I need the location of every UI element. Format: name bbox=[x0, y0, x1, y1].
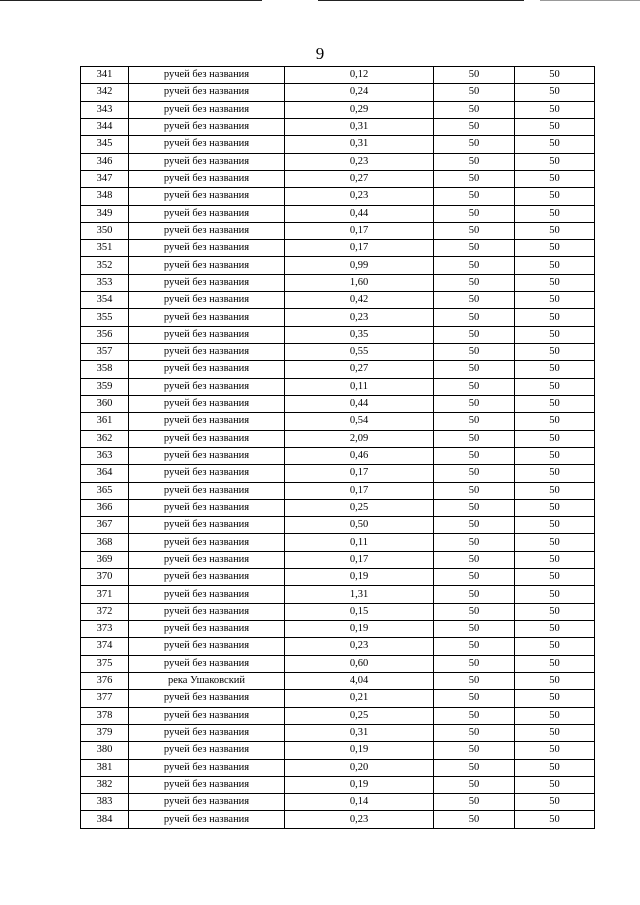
table-row bbox=[81, 742, 595, 759]
row-number-cell: 372 bbox=[81, 603, 129, 620]
length-cell: 0,17 bbox=[285, 465, 434, 482]
row-number-cell: 348 bbox=[81, 188, 129, 205]
water-body-name-cell: ручей без названия bbox=[129, 153, 285, 170]
zone-width-cell: 50 bbox=[434, 205, 515, 222]
length-cell: 0,46 bbox=[285, 447, 434, 464]
row-number-cell: 383 bbox=[81, 794, 129, 811]
water-body-name-cell: ручей без названия bbox=[129, 569, 285, 586]
zone-width-cell: 50 bbox=[515, 482, 595, 499]
row-number-cell: 377 bbox=[81, 690, 129, 707]
zone-width-cell: 50 bbox=[515, 569, 595, 586]
water-body-name-cell: ручей без названия bbox=[129, 517, 285, 534]
table-row bbox=[81, 188, 595, 205]
zone-width-cell: 50 bbox=[434, 707, 515, 724]
length-cell: 0,21 bbox=[285, 690, 434, 707]
zone-width-cell: 50 bbox=[434, 690, 515, 707]
zone-width-cell: 50 bbox=[434, 292, 515, 309]
water-body-name-cell: ручей без названия bbox=[129, 309, 285, 326]
row-number-cell: 378 bbox=[81, 707, 129, 724]
zone-width-cell: 50 bbox=[515, 586, 595, 603]
table-row bbox=[81, 395, 595, 412]
row-number-cell: 361 bbox=[81, 413, 129, 430]
scan-edge-line bbox=[0, 0, 262, 1]
water-body-name-cell: ручей без названия bbox=[129, 499, 285, 516]
zone-width-cell: 50 bbox=[515, 690, 595, 707]
table-row bbox=[81, 101, 595, 118]
zone-width-cell: 50 bbox=[434, 465, 515, 482]
zone-width-cell: 50 bbox=[515, 811, 595, 828]
length-cell: 0,19 bbox=[285, 776, 434, 793]
table-row bbox=[81, 672, 595, 689]
row-number-cell: 349 bbox=[81, 205, 129, 222]
zone-width-cell: 50 bbox=[434, 811, 515, 828]
zone-width-cell: 50 bbox=[515, 222, 595, 239]
length-cell: 0,19 bbox=[285, 621, 434, 638]
zone-width-cell: 50 bbox=[434, 759, 515, 776]
zone-width-cell: 50 bbox=[434, 586, 515, 603]
zone-width-cell: 50 bbox=[434, 153, 515, 170]
zone-width-cell: 50 bbox=[515, 205, 595, 222]
table-row bbox=[81, 240, 595, 257]
zone-width-cell: 50 bbox=[515, 274, 595, 291]
zone-width-cell: 50 bbox=[515, 240, 595, 257]
zone-width-cell: 50 bbox=[434, 534, 515, 551]
table-row bbox=[81, 309, 595, 326]
streams-table bbox=[80, 66, 595, 829]
row-number-cell: 376 bbox=[81, 672, 129, 689]
zone-width-cell: 50 bbox=[434, 569, 515, 586]
length-cell: 0,23 bbox=[285, 309, 434, 326]
zone-width-cell: 50 bbox=[515, 413, 595, 430]
table-row bbox=[81, 430, 595, 447]
table-row bbox=[81, 344, 595, 361]
length-cell: 0,29 bbox=[285, 101, 434, 118]
length-cell: 0,44 bbox=[285, 205, 434, 222]
length-cell: 0,25 bbox=[285, 707, 434, 724]
table-row bbox=[81, 378, 595, 395]
table-row bbox=[81, 136, 595, 153]
table-row bbox=[81, 724, 595, 741]
zone-width-cell: 50 bbox=[434, 326, 515, 343]
row-number-cell: 364 bbox=[81, 465, 129, 482]
length-cell: 0,23 bbox=[285, 153, 434, 170]
row-number-cell: 380 bbox=[81, 742, 129, 759]
zone-width-cell: 50 bbox=[515, 759, 595, 776]
water-body-name-cell: ручей без названия bbox=[129, 759, 285, 776]
water-body-name-cell: ручей без названия bbox=[129, 621, 285, 638]
water-body-name-cell: ручей без названия bbox=[129, 274, 285, 291]
zone-width-cell: 50 bbox=[515, 344, 595, 361]
water-body-name-cell: ручей без названия bbox=[129, 257, 285, 274]
water-body-name-cell: ручей без названия bbox=[129, 136, 285, 153]
length-cell: 0,14 bbox=[285, 794, 434, 811]
table-row bbox=[81, 621, 595, 638]
zone-width-cell: 50 bbox=[434, 517, 515, 534]
row-number-cell: 344 bbox=[81, 118, 129, 135]
zone-width-cell: 50 bbox=[434, 170, 515, 187]
zone-width-cell: 50 bbox=[434, 395, 515, 412]
zone-width-cell: 50 bbox=[515, 672, 595, 689]
zone-width-cell: 50 bbox=[434, 638, 515, 655]
zone-width-cell: 50 bbox=[515, 136, 595, 153]
water-body-name-cell: ручей без названия bbox=[129, 638, 285, 655]
table-row bbox=[81, 170, 595, 187]
length-cell: 0,42 bbox=[285, 292, 434, 309]
table-row bbox=[81, 292, 595, 309]
zone-width-cell: 50 bbox=[515, 153, 595, 170]
row-number-cell: 367 bbox=[81, 517, 129, 534]
row-number-cell: 363 bbox=[81, 447, 129, 464]
length-cell: 0,17 bbox=[285, 222, 434, 239]
zone-width-cell: 50 bbox=[434, 222, 515, 239]
table-row bbox=[81, 638, 595, 655]
length-cell: 0,17 bbox=[285, 240, 434, 257]
water-body-name-cell: ручей без названия bbox=[129, 222, 285, 239]
zone-width-cell: 50 bbox=[515, 724, 595, 741]
water-body-name-cell: ручей без названия bbox=[129, 170, 285, 187]
zone-width-cell: 50 bbox=[515, 707, 595, 724]
row-number-cell: 355 bbox=[81, 309, 129, 326]
row-number-cell: 351 bbox=[81, 240, 129, 257]
streams-table-body bbox=[81, 67, 595, 829]
zone-width-cell: 50 bbox=[434, 724, 515, 741]
table-row bbox=[81, 84, 595, 101]
water-body-name-cell: ручей без названия bbox=[129, 690, 285, 707]
zone-width-cell: 50 bbox=[515, 603, 595, 620]
row-number-cell: 369 bbox=[81, 551, 129, 568]
table-row bbox=[81, 569, 595, 586]
water-body-name-cell: ручей без названия bbox=[129, 326, 285, 343]
table-row bbox=[81, 707, 595, 724]
zone-width-cell: 50 bbox=[515, 776, 595, 793]
length-cell: 1,60 bbox=[285, 274, 434, 291]
zone-width-cell: 50 bbox=[515, 361, 595, 378]
table-row bbox=[81, 153, 595, 170]
zone-width-cell: 50 bbox=[434, 603, 515, 620]
zone-width-cell: 50 bbox=[434, 344, 515, 361]
zone-width-cell: 50 bbox=[515, 551, 595, 568]
length-cell: 0,25 bbox=[285, 499, 434, 516]
length-cell: 0,15 bbox=[285, 603, 434, 620]
zone-width-cell: 50 bbox=[515, 257, 595, 274]
zone-width-cell: 50 bbox=[515, 517, 595, 534]
length-cell: 0,19 bbox=[285, 569, 434, 586]
length-cell: 0,35 bbox=[285, 326, 434, 343]
zone-width-cell: 50 bbox=[515, 447, 595, 464]
length-cell: 0,11 bbox=[285, 534, 434, 551]
zone-width-cell: 50 bbox=[434, 672, 515, 689]
row-number-cell: 343 bbox=[81, 101, 129, 118]
zone-width-cell: 50 bbox=[434, 621, 515, 638]
zone-width-cell: 50 bbox=[434, 188, 515, 205]
length-cell: 0,31 bbox=[285, 136, 434, 153]
page-number: 9 bbox=[315, 44, 325, 63]
length-cell: 0,19 bbox=[285, 742, 434, 759]
water-body-name-cell: ручей без названия bbox=[129, 724, 285, 741]
zone-width-cell: 50 bbox=[515, 655, 595, 672]
table-row bbox=[81, 482, 595, 499]
zone-width-cell: 50 bbox=[434, 430, 515, 447]
length-cell: 1,31 bbox=[285, 586, 434, 603]
zone-width-cell: 50 bbox=[434, 361, 515, 378]
table-row bbox=[81, 257, 595, 274]
row-number-cell: 359 bbox=[81, 378, 129, 395]
length-cell: 0,50 bbox=[285, 517, 434, 534]
row-number-cell: 347 bbox=[81, 170, 129, 187]
water-body-name-cell: ручей без названия bbox=[129, 430, 285, 447]
zone-width-cell: 50 bbox=[515, 638, 595, 655]
water-body-name-cell: ручей без названия bbox=[129, 534, 285, 551]
table-row bbox=[81, 551, 595, 568]
row-number-cell: 382 bbox=[81, 776, 129, 793]
water-body-name-cell: ручей без названия bbox=[129, 776, 285, 793]
length-cell: 0,11 bbox=[285, 378, 434, 395]
water-body-name-cell: ручей без названия bbox=[129, 603, 285, 620]
zone-width-cell: 50 bbox=[515, 101, 595, 118]
zone-width-cell: 50 bbox=[434, 794, 515, 811]
zone-width-cell: 50 bbox=[434, 499, 515, 516]
row-number-cell: 373 bbox=[81, 621, 129, 638]
length-cell: 0,24 bbox=[285, 84, 434, 101]
zone-width-cell: 50 bbox=[515, 326, 595, 343]
row-number-cell: 345 bbox=[81, 136, 129, 153]
water-body-name-cell: ручей без названия bbox=[129, 551, 285, 568]
row-number-cell: 354 bbox=[81, 292, 129, 309]
zone-width-cell: 50 bbox=[515, 794, 595, 811]
table-row bbox=[81, 690, 595, 707]
zone-width-cell: 50 bbox=[515, 118, 595, 135]
zone-width-cell: 50 bbox=[515, 67, 595, 84]
table-row bbox=[81, 499, 595, 516]
length-cell: 0,23 bbox=[285, 638, 434, 655]
table-row bbox=[81, 759, 595, 776]
row-number-cell: 370 bbox=[81, 569, 129, 586]
water-body-name-cell: ручей без названия bbox=[129, 465, 285, 482]
water-body-name-cell: ручей без названия bbox=[129, 205, 285, 222]
zone-width-cell: 50 bbox=[515, 188, 595, 205]
water-body-name-cell: ручей без названия bbox=[129, 742, 285, 759]
length-cell: 0,23 bbox=[285, 188, 434, 205]
zone-width-cell: 50 bbox=[434, 84, 515, 101]
row-number-cell: 341 bbox=[81, 67, 129, 84]
table-row bbox=[81, 603, 595, 620]
row-number-cell: 379 bbox=[81, 724, 129, 741]
zone-width-cell: 50 bbox=[434, 742, 515, 759]
table-row bbox=[81, 361, 595, 378]
table-row bbox=[81, 776, 595, 793]
table-row bbox=[81, 205, 595, 222]
zone-width-cell: 50 bbox=[434, 309, 515, 326]
water-body-name-cell: ручей без названия bbox=[129, 707, 285, 724]
water-body-name-cell: ручей без названия bbox=[129, 240, 285, 257]
zone-width-cell: 50 bbox=[515, 170, 595, 187]
row-number-cell: 352 bbox=[81, 257, 129, 274]
row-number-cell: 384 bbox=[81, 811, 129, 828]
length-cell: 0,20 bbox=[285, 759, 434, 776]
table-row bbox=[81, 274, 595, 291]
table-row bbox=[81, 586, 595, 603]
water-body-name-cell: ручей без названия bbox=[129, 655, 285, 672]
scan-edge-line bbox=[540, 0, 640, 1]
row-number-cell: 366 bbox=[81, 499, 129, 516]
zone-width-cell: 50 bbox=[434, 67, 515, 84]
zone-width-cell: 50 bbox=[515, 430, 595, 447]
row-number-cell: 375 bbox=[81, 655, 129, 672]
length-cell: 0,23 bbox=[285, 811, 434, 828]
water-body-name-cell: ручей без названия bbox=[129, 378, 285, 395]
row-number-cell: 368 bbox=[81, 534, 129, 551]
table-row bbox=[81, 794, 595, 811]
row-number-cell: 350 bbox=[81, 222, 129, 239]
row-number-cell: 360 bbox=[81, 395, 129, 412]
zone-width-cell: 50 bbox=[434, 413, 515, 430]
zone-width-cell: 50 bbox=[515, 465, 595, 482]
water-body-name-cell: ручей без названия bbox=[129, 811, 285, 828]
water-body-name-cell: ручей без названия bbox=[129, 188, 285, 205]
zone-width-cell: 50 bbox=[434, 240, 515, 257]
water-body-name-cell: река Ушаковский bbox=[129, 672, 285, 689]
table-row bbox=[81, 222, 595, 239]
water-body-name-cell: ручей без названия bbox=[129, 344, 285, 361]
table-row bbox=[81, 655, 595, 672]
row-number-cell: 374 bbox=[81, 638, 129, 655]
zone-width-cell: 50 bbox=[515, 621, 595, 638]
row-number-cell: 353 bbox=[81, 274, 129, 291]
table-row bbox=[81, 534, 595, 551]
zone-width-cell: 50 bbox=[515, 499, 595, 516]
water-body-name-cell: ручей без названия bbox=[129, 482, 285, 499]
zone-width-cell: 50 bbox=[515, 309, 595, 326]
water-body-name-cell: ручей без названия bbox=[129, 794, 285, 811]
water-body-name-cell: ручей без названия bbox=[129, 67, 285, 84]
water-body-name-cell: ручей без названия bbox=[129, 84, 285, 101]
water-body-name-cell: ручей без названия bbox=[129, 361, 285, 378]
length-cell: 4,04 bbox=[285, 672, 434, 689]
length-cell: 0,31 bbox=[285, 118, 434, 135]
zone-width-cell: 50 bbox=[515, 378, 595, 395]
water-body-name-cell: ручей без названия bbox=[129, 413, 285, 430]
table-row bbox=[81, 326, 595, 343]
table-row bbox=[81, 465, 595, 482]
length-cell: 0,60 bbox=[285, 655, 434, 672]
row-number-cell: 381 bbox=[81, 759, 129, 776]
zone-width-cell: 50 bbox=[515, 84, 595, 101]
row-number-cell: 342 bbox=[81, 84, 129, 101]
zone-width-cell: 50 bbox=[434, 136, 515, 153]
water-body-name-cell: ручей без названия bbox=[129, 118, 285, 135]
water-body-name-cell: ручей без названия bbox=[129, 586, 285, 603]
zone-width-cell: 50 bbox=[434, 118, 515, 135]
zone-width-cell: 50 bbox=[434, 482, 515, 499]
zone-width-cell: 50 bbox=[515, 292, 595, 309]
water-body-name-cell: ручей без названия bbox=[129, 447, 285, 464]
zone-width-cell: 50 bbox=[515, 534, 595, 551]
row-number-cell: 371 bbox=[81, 586, 129, 603]
water-body-name-cell: ручей без названия bbox=[129, 395, 285, 412]
table-row bbox=[81, 447, 595, 464]
length-cell: 0,27 bbox=[285, 170, 434, 187]
length-cell: 0,27 bbox=[285, 361, 434, 378]
length-cell: 0,12 bbox=[285, 67, 434, 84]
row-number-cell: 357 bbox=[81, 344, 129, 361]
table-row bbox=[81, 67, 595, 84]
length-cell: 0,55 bbox=[285, 344, 434, 361]
length-cell: 0,54 bbox=[285, 413, 434, 430]
row-number-cell: 356 bbox=[81, 326, 129, 343]
row-number-cell: 365 bbox=[81, 482, 129, 499]
length-cell: 2,09 bbox=[285, 430, 434, 447]
zone-width-cell: 50 bbox=[434, 378, 515, 395]
table-row bbox=[81, 118, 595, 135]
length-cell: 0,31 bbox=[285, 724, 434, 741]
zone-width-cell: 50 bbox=[434, 447, 515, 464]
zone-width-cell: 50 bbox=[434, 257, 515, 274]
table-row bbox=[81, 413, 595, 430]
zone-width-cell: 50 bbox=[434, 101, 515, 118]
zone-width-cell: 50 bbox=[434, 551, 515, 568]
table-row bbox=[81, 811, 595, 828]
row-number-cell: 358 bbox=[81, 361, 129, 378]
length-cell: 0,99 bbox=[285, 257, 434, 274]
row-number-cell: 362 bbox=[81, 430, 129, 447]
water-body-name-cell: ручей без названия bbox=[129, 292, 285, 309]
scan-edge-line bbox=[318, 0, 524, 1]
length-cell: 0,17 bbox=[285, 482, 434, 499]
table-row bbox=[81, 517, 595, 534]
zone-width-cell: 50 bbox=[434, 274, 515, 291]
zone-width-cell: 50 bbox=[515, 395, 595, 412]
length-cell: 0,17 bbox=[285, 551, 434, 568]
zone-width-cell: 50 bbox=[434, 776, 515, 793]
row-number-cell: 346 bbox=[81, 153, 129, 170]
water-body-name-cell: ручей без названия bbox=[129, 101, 285, 118]
length-cell: 0,44 bbox=[285, 395, 434, 412]
zone-width-cell: 50 bbox=[515, 742, 595, 759]
zone-width-cell: 50 bbox=[434, 655, 515, 672]
